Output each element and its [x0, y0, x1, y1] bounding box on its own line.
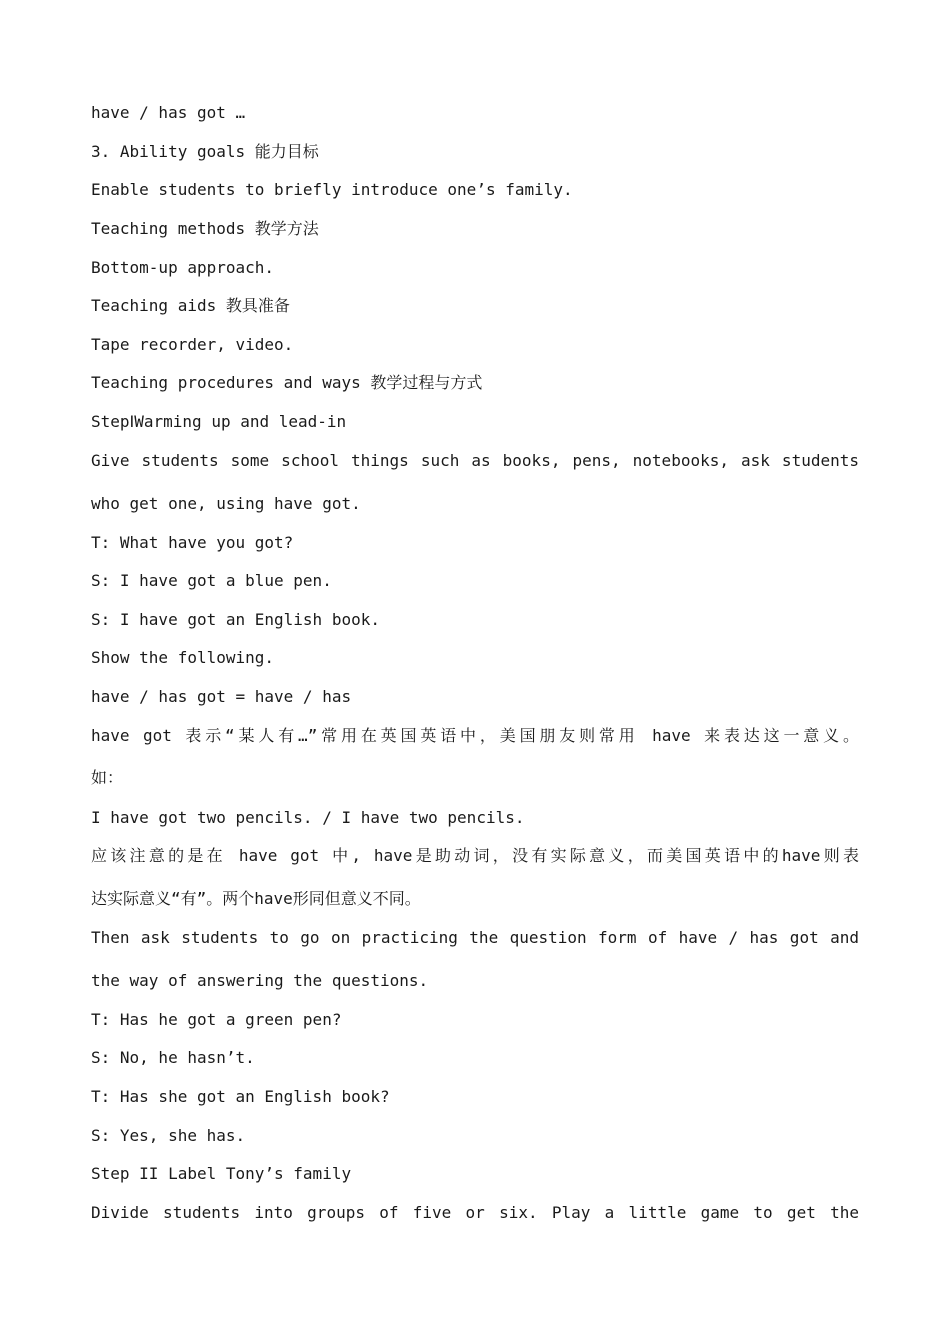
text-line: the way of answering the questions.: [91, 971, 429, 990]
dialogue-line: S: No, he hasn’t.: [91, 1048, 255, 1067]
dialogue-line: T: What have you got?: [91, 533, 294, 552]
section-heading: Teaching aids 教具准备: [91, 296, 290, 315]
section-heading: 3. Ability goals 能力目标: [91, 142, 319, 161]
section-heading: Teaching methods 教学方法: [91, 219, 319, 238]
text-line: Divide students into groups of five or six. Play a little game to get the: [91, 1203, 859, 1222]
text-line: Show the following.: [91, 648, 275, 667]
text-line: Give students some school things such as books, pens, notebooks, ask students: [91, 451, 859, 470]
dialogue-line: S: I have got a blue pen.: [91, 571, 332, 590]
step-heading: StepⅠWarming up and lead-in: [91, 412, 347, 431]
dialogue-line: S: Yes, she has.: [91, 1126, 246, 1145]
text-line: have / has got …: [91, 103, 246, 122]
text-line: 如：: [91, 768, 124, 787]
example-line: I have got two pencils. / I have two pencils.: [91, 808, 525, 827]
text-line: Tape recorder, video.: [91, 335, 294, 354]
text-line: 应该注意的是在 have got 中, have是助动词，没有实际意义，而美国英语中的have则表: [91, 846, 859, 865]
dialogue-line: S: I have got an English book.: [91, 610, 380, 629]
text-line: 达实际意义“有”。两个have形同但意义不同。: [91, 889, 421, 908]
text-line: Then ask students to go on practicing the question form of have / has got and: [91, 928, 859, 947]
text-line: Bottom-up approach.: [91, 258, 275, 277]
section-heading: Teaching procedures and ways 教学过程与方式: [91, 373, 483, 392]
text-line: have / has got = have / has: [91, 687, 352, 706]
text-line: Enable students to briefly introduce one’s family.: [91, 180, 573, 199]
dialogue-line: T: Has she got an English book?: [91, 1087, 390, 1106]
text-line: who get one, using have got.: [91, 494, 361, 513]
step-heading: Step II Label Tony’s family: [91, 1164, 352, 1183]
dialogue-line: T: Has he got a green pen?: [91, 1010, 342, 1029]
text-line: have got 表示“某人有…”常用在英国英语中，美国朋友则常用 have 来表达这一意义。: [91, 726, 859, 745]
